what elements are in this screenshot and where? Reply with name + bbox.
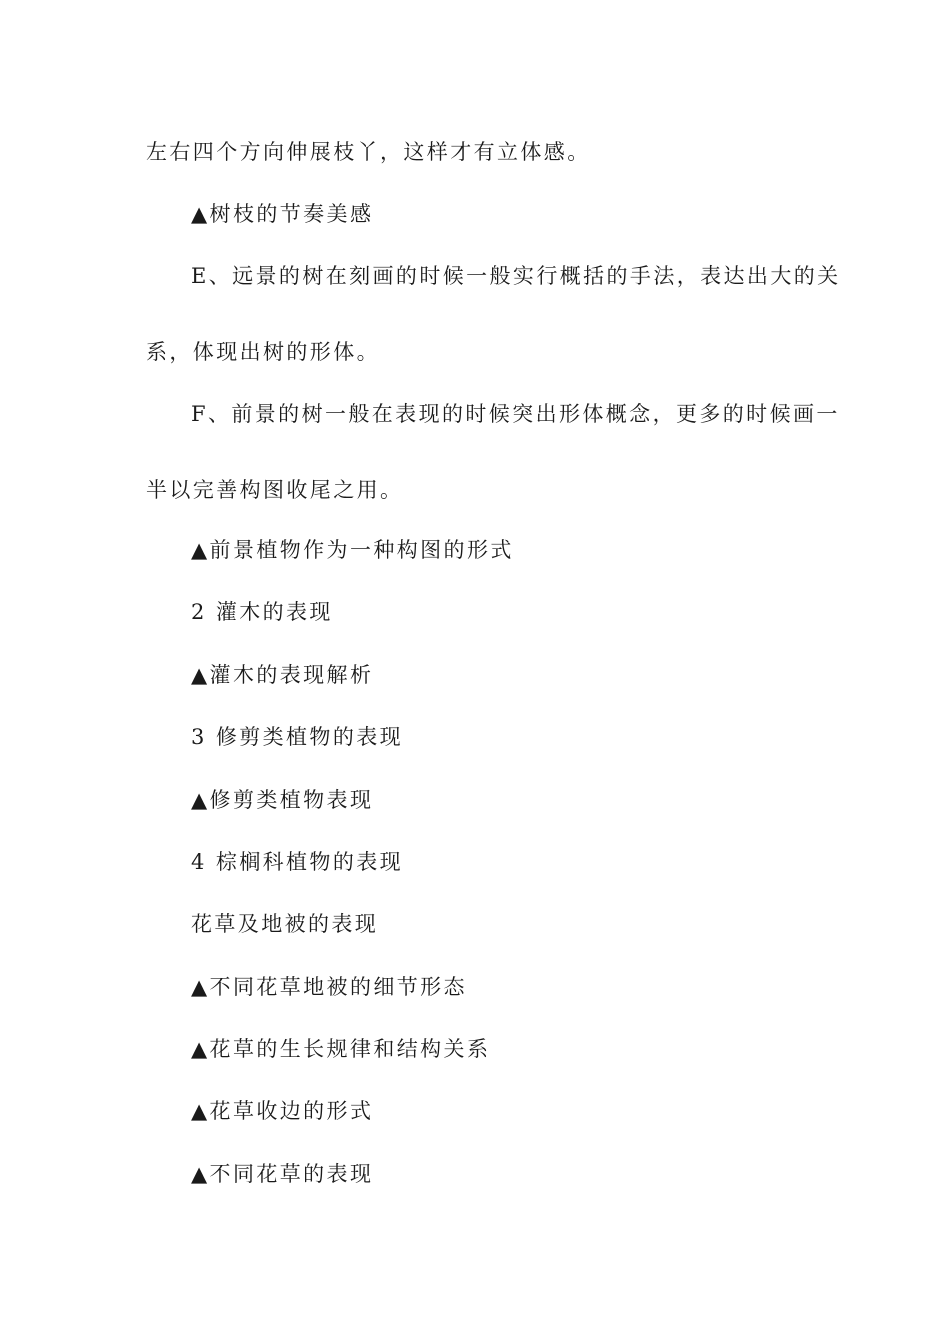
paragraph-line: F、前景的树一般在表现的时候突出形体概念，更多的时候画一	[191, 402, 840, 426]
paragraph-line: 左右四个方向伸展枝丫，这样才有立体感。	[146, 140, 591, 164]
paragraph-line: E、远景的树在刻画的时候一般实行概括的手法，表达出大的关	[191, 264, 841, 288]
section-heading: 4 棕榈科植物的表现	[191, 850, 404, 874]
paragraph-line: 系，体现出树的形体。	[146, 340, 380, 364]
caption-line: ▲修剪类植物表现	[191, 788, 374, 812]
section-heading: 2 灌木的表现	[191, 600, 333, 624]
caption-line: ▲不同花草的表现	[191, 1162, 374, 1186]
section-heading: 花草及地被的表现	[191, 912, 379, 936]
caption-line: ▲花草收边的形式	[191, 1099, 374, 1123]
caption-line: ▲树枝的节奏美感	[191, 202, 374, 226]
caption-line: ▲花草的生长规律和结构关系	[191, 1037, 491, 1061]
caption-line: ▲前景植物作为一种构图的形式	[191, 538, 514, 562]
caption-line: ▲灌木的表现解析	[191, 663, 374, 687]
section-heading: 3 修剪类植物的表现	[191, 725, 404, 749]
caption-line: ▲不同花草地被的细节形态	[191, 975, 467, 999]
paragraph-line: 半以完善构图收尾之用。	[146, 478, 404, 502]
